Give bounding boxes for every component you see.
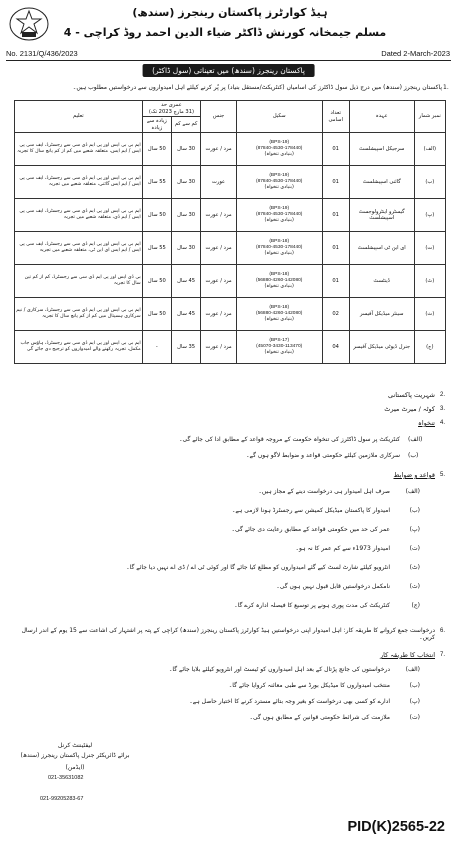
cell-count: 01 <box>322 232 349 265</box>
table-row <box>15 232 446 265</box>
para-6-text: درخواست جمع کروانے کا طریقہ کار: اہل امیدوار اپنی درخواستیں ہیڈ کوارٹرز پاکستان رینجرز (سندھ) کراچی کے پتہ پر اشتہار کی اشاعت سے 15 یوم کے اندر ارسال کریں۔ <box>21 627 435 641</box>
para-2-number: 2. <box>440 392 446 398</box>
cell-sno: (الف) <box>414 133 445 166</box>
cell-post: سرجیکل اسپیشلسٹ <box>349 133 414 166</box>
cell-scale-bps: (BPS-19) <box>269 173 290 179</box>
cell-scale <box>236 298 322 331</box>
cell-post: ڈینٹسٹ <box>349 265 414 298</box>
table-row <box>15 199 446 232</box>
cell-scale <box>236 331 322 364</box>
list-item-letter: (ج) <box>411 602 420 609</box>
cell-scale-note: (بنیادی تنخواہ) <box>264 283 294 289</box>
cell-age-max: 50 سال <box>142 133 171 166</box>
cell-age-max: - <box>142 331 171 364</box>
cell-age-max: 55 سال <box>142 166 171 199</box>
header-gender: جنس <box>201 101 237 133</box>
header-scale: سکیل <box>236 101 322 133</box>
cell-gender: مرد / عورت <box>201 298 237 331</box>
cell-scale-bps: (BPS-18) <box>269 272 290 278</box>
list-item-letter: (ب) <box>409 507 420 514</box>
list-item <box>40 714 420 726</box>
para-1-text: پاکستان رینجرز (سندھ) میں درج ذیل سول ڈاکٹرز کی اسامیاں (کنٹریکٹ/مستقل بنیاد) پر پُر کرنے کیلئے اہل امیدواروں سے درخواستیں مطلوب ہیں۔ <box>72 84 442 91</box>
header-divider <box>6 60 451 61</box>
cell-age-max: 50 سال <box>142 199 171 232</box>
list-item <box>40 545 420 557</box>
cell-post: سینئر میڈیکل آفیسر <box>349 298 414 331</box>
cell-age-min: 30 سال <box>171 199 200 232</box>
list-item-letter: (ٹ) <box>409 564 420 571</box>
cell-count: 01 <box>322 265 349 298</box>
list-item-text: درخواستوں کی جانچ پڑتال کے بعد اہل امیدواروں کو ٹیسٹ اور انٹرویو کیلئے بلایا جائے گا۔ <box>168 666 390 673</box>
cell-scale-note: (بنیادی تنخواہ) <box>264 151 294 157</box>
table-row <box>15 166 446 199</box>
cell-qualification: بی ڈی ایس اور پی ایم ڈی سی سے رجسٹرڈ، کم از کم تین سال کا تجربہ <box>15 265 143 298</box>
cell-gender: مرد / عورت <box>201 232 237 265</box>
cell-gender: مرد / عورت <box>201 265 237 298</box>
cell-scale-note: (بنیادی تنخواہ) <box>264 349 294 355</box>
pid-number: PID(K)2565-22 <box>347 819 445 835</box>
cell-qualification: ایم بی بی ایس اور پی ایم ڈی سی سے رجسٹرڈ، ہاؤس جاب مکمل، تجربہ رکھنے والے امیدواروں کو ترجیح دی جائے گی <box>15 331 143 364</box>
list-item <box>40 698 420 710</box>
cell-sno: (ب) <box>414 166 445 199</box>
header-count: تعداد اسامی <box>322 101 349 133</box>
cell-age-min: 30 سال <box>171 232 200 265</box>
cell-scale-pay: (87840-4530-178440) <box>255 245 303 250</box>
header-post: عہدہ <box>349 101 414 133</box>
list-item <box>40 583 420 595</box>
cell-qualification: ایم بی بی ایس اور پی ایم ڈی سی سے رجسٹرڈ، ایف سی پی ایس / ایم ڈی، متعلقہ شعبے میں تجربہ <box>15 199 143 232</box>
list-item <box>40 564 420 576</box>
cell-gender: مرد / عورت <box>201 331 237 364</box>
date-line: Dated 2-March-2023 <box>381 49 450 58</box>
list-item-letter: (پ) <box>409 526 420 533</box>
cell-scale-pay: (56880-4260-142080) <box>255 278 303 283</box>
para-4a-letter: (الف) <box>408 436 423 443</box>
cell-sno: (ٹ) <box>414 265 445 298</box>
cell-qualification: ایم بی بی ایس اور پی ایم ڈی سی سے رجسٹرڈ، ایف سی پی ایس / ایم ایس گائنی، متعلقہ شعبے میں تجربہ <box>15 166 143 199</box>
list-item-text: کنٹریکٹ کی مدت پوری ہونے پر توسیع کا فیصلہ ادارہ کرے گا۔ <box>234 602 390 609</box>
org-title: ہیڈ کوارٹرز پاکستان رینجرز (سندھ) <box>132 6 328 19</box>
para-6-number: 6. <box>440 628 446 634</box>
header-age-label: عمری حد <box>161 102 182 108</box>
cell-scale-pay: (87840-4530-178440) <box>255 179 303 184</box>
list-item-text: ادارے کو کسی بھی درخواست کو بغیر وجہ بتائے مسترد کرنے کا اختیار حاصل ہے۔ <box>189 698 390 705</box>
cell-qualification: ایم بی بی ایس اور پی ایم ڈی سی سے رجسٹرڈ، ایف سی پی ایس / ایم ایس ای این ٹی، متعلقہ شعبے میں تجربہ <box>15 232 143 265</box>
cell-count: 02 <box>322 298 349 331</box>
cell-age-min: 45 سال <box>171 265 200 298</box>
list-item <box>40 488 420 500</box>
cell-scale-pay: (87840-4530-178440) <box>255 212 303 217</box>
signature-for: برائے ڈائریکٹر جنرل پاکستان رینجرز (سندھ) <box>20 752 130 759</box>
table-row <box>15 331 446 364</box>
list-item-letter: (الف) <box>405 488 420 495</box>
vacancy-table <box>14 100 446 364</box>
list-item-letter: (الف) <box>405 666 420 673</box>
signature-role: (ایڈمن) <box>65 764 85 771</box>
para-4b-letter: (ب) <box>408 452 419 459</box>
cell-scale-pay: (87840-4530-178440) <box>255 146 303 151</box>
cell-post: گیسٹرو اینٹرولوجسٹ اسپیشلسٹ <box>349 199 414 232</box>
cell-count: 01 <box>322 199 349 232</box>
cell-age-min: 35 سال <box>171 331 200 364</box>
reference-number: No. 2131/Q/436/2023 <box>6 49 78 58</box>
para-4-number: 4. <box>440 420 446 426</box>
cell-gender: مرد / عورت <box>201 199 237 232</box>
para-1-number: 1. <box>443 84 449 91</box>
para-7-number: 7. <box>440 652 446 658</box>
cell-qualification: ایم بی بی ایس اور پی ایم ڈی سی سے رجسٹرڈ، ایف سی پی ایس / ایم ایس، متعلقہ شعبے میں کم از کم پانچ سال کا تجربہ <box>15 133 143 166</box>
cell-scale <box>236 265 322 298</box>
cell-qualification: ایم بی بی ایس اور پی ایم ڈی سی سے رجسٹرڈ، سرکاری / نیم سرکاری ہسپتال میں کم از کم پانچ سال کا تجربہ <box>15 298 143 331</box>
cell-post: گائنی اسپیشلسٹ <box>349 166 414 199</box>
list-item-text: عمر کی حد میں حکومتی قواعد کے مطابق رعایت دی جائے گی۔ <box>231 526 390 533</box>
list-item-letter: (ت) <box>409 545 420 552</box>
list-item <box>40 507 420 519</box>
list-item <box>40 526 420 538</box>
cell-scale-bps: (BPS-18) <box>269 305 290 311</box>
phone-1: 021-35631082 <box>48 775 84 781</box>
header-qual: تعلیم <box>15 101 143 133</box>
cell-post: ای این ٹی اسپیشلسٹ <box>349 232 414 265</box>
cell-sno: (پ) <box>414 199 445 232</box>
list-item-text: انٹرویو کیلئے شارٹ لسٹ کیے گئے امیدواروں کو مطلع کیا جائے گا اور کوئی ٹی اے / ڈی اے نہیں دیا جائے گا۔ <box>126 564 390 571</box>
cell-scale-note: (بنیادی تنخواہ) <box>264 184 294 190</box>
cell-scale-pay: (56880-4260-142080) <box>255 311 303 316</box>
cell-scale-bps: (BPS-17) <box>269 338 290 344</box>
table-row <box>15 265 446 298</box>
cell-age-max: 55 سال <box>142 232 171 265</box>
cell-count: 04 <box>322 331 349 364</box>
list-item-text: منتخب امیدواروں کا میڈیکل بورڈ سے طبی معائنہ کروایا جائے گا۔ <box>228 682 390 689</box>
list-item-letter: (ب) <box>409 682 420 689</box>
cell-post: جنرل ڈیوٹی میڈیکل آفیسر <box>349 331 414 364</box>
cell-scale-note: (بنیادی تنخواہ) <box>264 316 294 322</box>
list-item-text: امیدوار 1973ء سے کم عمر کا نہ ہو۔ <box>295 545 390 552</box>
cell-scale-note: (بنیادی تنخواہ) <box>264 217 294 223</box>
cell-count: 01 <box>322 133 349 166</box>
header-age-sub: (31 مارچ 2023 تک) <box>148 108 195 115</box>
list-item-letter: (ت) <box>409 714 420 721</box>
cell-sno: (ث) <box>414 298 445 331</box>
header-sno: نمبر شمار <box>414 101 445 133</box>
para-5-number: 5. <box>440 472 446 478</box>
list-item-text: صرف اہل امیدوار ہی درخواست دینے کے مجاز ہیں۔ <box>258 488 390 495</box>
header-age-min: کم سے کم <box>171 117 200 133</box>
cell-age-min: 30 سال <box>171 133 200 166</box>
rangers-emblem-icon <box>8 6 50 42</box>
para-7-title: انتخاب کا طریقہ کار <box>379 651 435 659</box>
list-item <box>40 682 420 694</box>
cell-age-min: 30 سال <box>171 166 200 199</box>
para-3-text: کوٹہ / میرٹ میرٹ <box>384 405 435 413</box>
table-row <box>15 133 446 166</box>
cell-scale <box>236 133 322 166</box>
cell-scale <box>236 199 322 232</box>
signature-rank: لیفٹیننٹ کرنل <box>57 742 93 749</box>
para-4a-text: کنٹریکٹ پر سول ڈاکٹرز کی تنخواہ حکومت کے مروجہ قواعد کے مطابق ادا کی جائے گی۔ <box>178 436 400 443</box>
cell-age-max: 50 سال <box>142 298 171 331</box>
list-item-text: امیدوار کا پاکستان میڈیکل کمیشن سے رجسٹرڈ ہونا لازمی ہے۔ <box>231 507 390 514</box>
list-item-letter: (ث) <box>409 583 420 590</box>
list-item <box>40 666 420 678</box>
cell-age-max: 50 سال <box>142 265 171 298</box>
list-item <box>40 602 420 614</box>
cell-scale-note: (بنیادی تنخواہ) <box>264 250 294 256</box>
cell-scale-bps: (BPS-18) <box>269 239 290 245</box>
cell-gender: مرد / عورت <box>201 133 237 166</box>
para-3-number: 3. <box>440 406 446 412</box>
header-age-max: زیادہ سے زیادہ <box>142 117 171 133</box>
para-2-text: شہریت پاکستانی <box>388 391 435 399</box>
cell-sno: (ج) <box>414 331 445 364</box>
cell-scale-pay: (45070-3430-113470) <box>256 344 303 349</box>
org-address: مسلم جیمخانہ کورنش ڈاکٹر ضیاء الدین احمد روڈ کراچی - 4 <box>63 26 387 39</box>
cell-count: 01 <box>322 166 349 199</box>
table-row <box>15 298 446 331</box>
para-4-title: تنخواہ <box>418 419 435 427</box>
cell-scale-bps: (BPS-19) <box>269 206 290 212</box>
cell-gender: عورت <box>201 166 237 199</box>
cell-age-min: 45 سال <box>171 298 200 331</box>
para-5-title: قواعد و ضوابط <box>393 471 435 479</box>
title-banner: پاکستان رینجرز (سندھ) میں تعیناتی (سول ڈاکٹر) <box>142 64 315 77</box>
cell-scale <box>236 166 322 199</box>
list-item-letter: (پ) <box>409 698 420 705</box>
para-4b-text: سرکاری ملازمین کیلئے حکومتی قواعد و ضوابط لاگو ہوں گے۔ <box>246 452 400 459</box>
cell-scale-bps: (BPS-19) <box>269 140 290 146</box>
list-item-text: ملازمت کی شرائط حکومتی قوانین کے مطابق ہوں گی۔ <box>249 714 390 721</box>
list-item-text: نامکمل درخواستیں قابل قبول نہیں ہوں گی۔ <box>276 583 390 590</box>
cell-sno: (ت) <box>414 232 445 265</box>
phone-2: 021-99205283-67 <box>40 796 84 802</box>
cell-scale <box>236 232 322 265</box>
header-age <box>142 101 201 117</box>
